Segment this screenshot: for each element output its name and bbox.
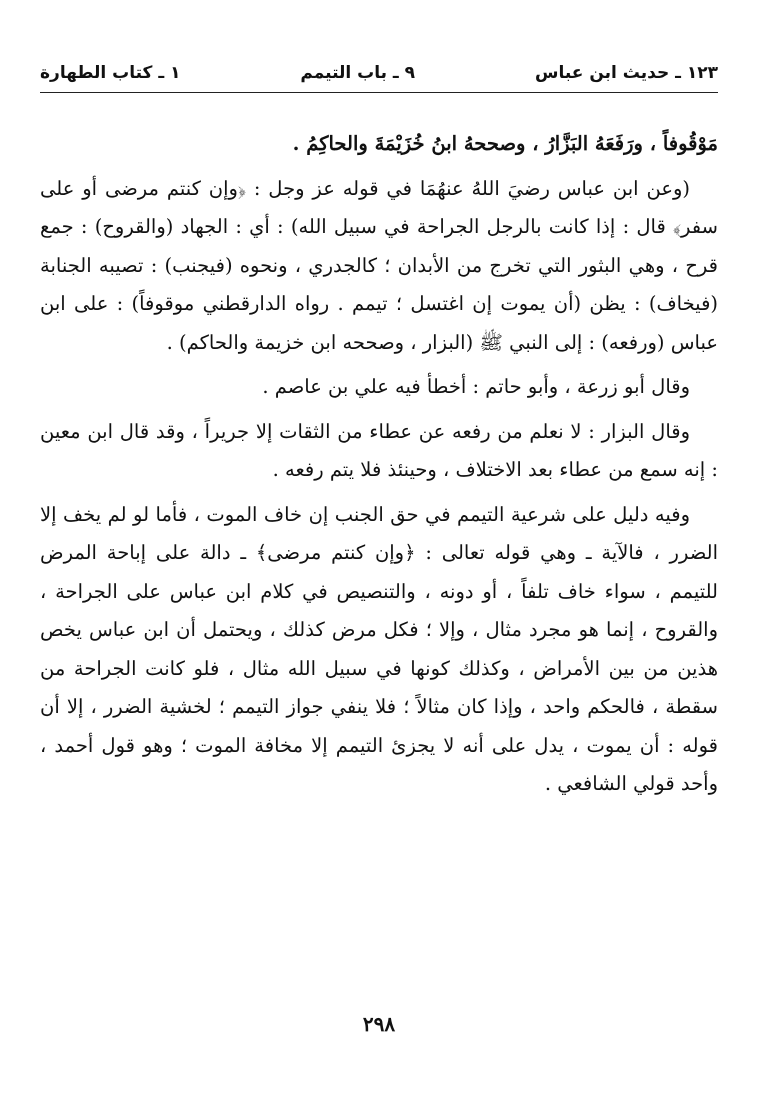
header-book-title: ١ ـ كتاب الطهارة bbox=[40, 63, 181, 83]
paragraph-hadith-ending: مَوْقُوفاً ، ورَفَعَهُ البَزَّارُ ، وصححهُ ابنُ خُزَيْمَةَ والحاكِمُ . bbox=[292, 132, 718, 155]
header-divider bbox=[40, 92, 718, 93]
paragraph-abu-zura: وقال أبو زرعة ، وأبو حاتم : أخطأ فيه علي بن عاصم . bbox=[262, 375, 690, 398]
paragraph-bazzar: وقال البزار : لا نعلم من رفعه عن عطاء من الثقات إلا جريراً ، وقد قال ابن معين : إنه سمع من عطاء بعد الاختلاف ، وحينئذ فلا يتم رفعه . bbox=[40, 419, 718, 481]
page-number: ٢٩٨ bbox=[362, 1012, 396, 1036]
page-body bbox=[40, 125, 718, 804]
paragraph-commentary: (وعن ابن عباس رضيَ اللهُ عنهُمَا في قوله عز وجل : ﴿وإن كنتم مرضى أو على سفر﴾ قال : إذا كانت بالرجل الجراحة في سبيل الله) : أي : الجهاد (والقروح) : جمع قرح ، وهي البثور التي تخرج من الأبدان ؛ كالجدري ، ونحوه (فيجنب) : تصيبه الجنابة (فيخاف) : يظن (أن يموت إن اغتسل ؛ تيمم . رواه الدارقطني موقوفاً) : على ابن عباس (ورفعه) : إلى النبي ﷺ (البزار ، وصححه ابن خزيمة والحاكم) . bbox=[40, 176, 718, 354]
header-chapter-title: ٩ ـ باب التيمم bbox=[300, 63, 416, 83]
header-hadith-title: ١٢٣ ـ حديث ابن عباس bbox=[535, 63, 718, 83]
running-header bbox=[40, 58, 718, 88]
paragraph-ruling: وفيه دليل على شرعية التيمم في حق الجنب إن خاف الموت ، فأما لو لم يخف إلا الضرر ، فالآية ـ وهي قوله تعالى : ﴿وإن كنتم مرضى﴾ ـ دالة على إباحة المرض للتيمم ، سواء خاف تلفاً ، أو دونه ، والتنصيص في كلام ابن عباس على الجراحة ، والقروح ، إنما هو مجرد مثال ، وإلا ؛ فكل مرض كذلك ، ويحتمل أن ابن عباس يخص هذين من بين الأمراض ، وكذلك كونها في سبيل الله مثال ، فلو كانت الجراحة من سقطة ، فالحكم واحد ، وإذا كان مثالاً ؛ فلا ينفي جواز التيمم ؛ لخشية الضرر ، إلا أن قوله : أن يموت ، يدل على أنه لا يجزئ التيمم إلا مخافة الموت ؛ وهو قول أحمد ، وأحد قولي الشافعي . bbox=[40, 502, 718, 795]
